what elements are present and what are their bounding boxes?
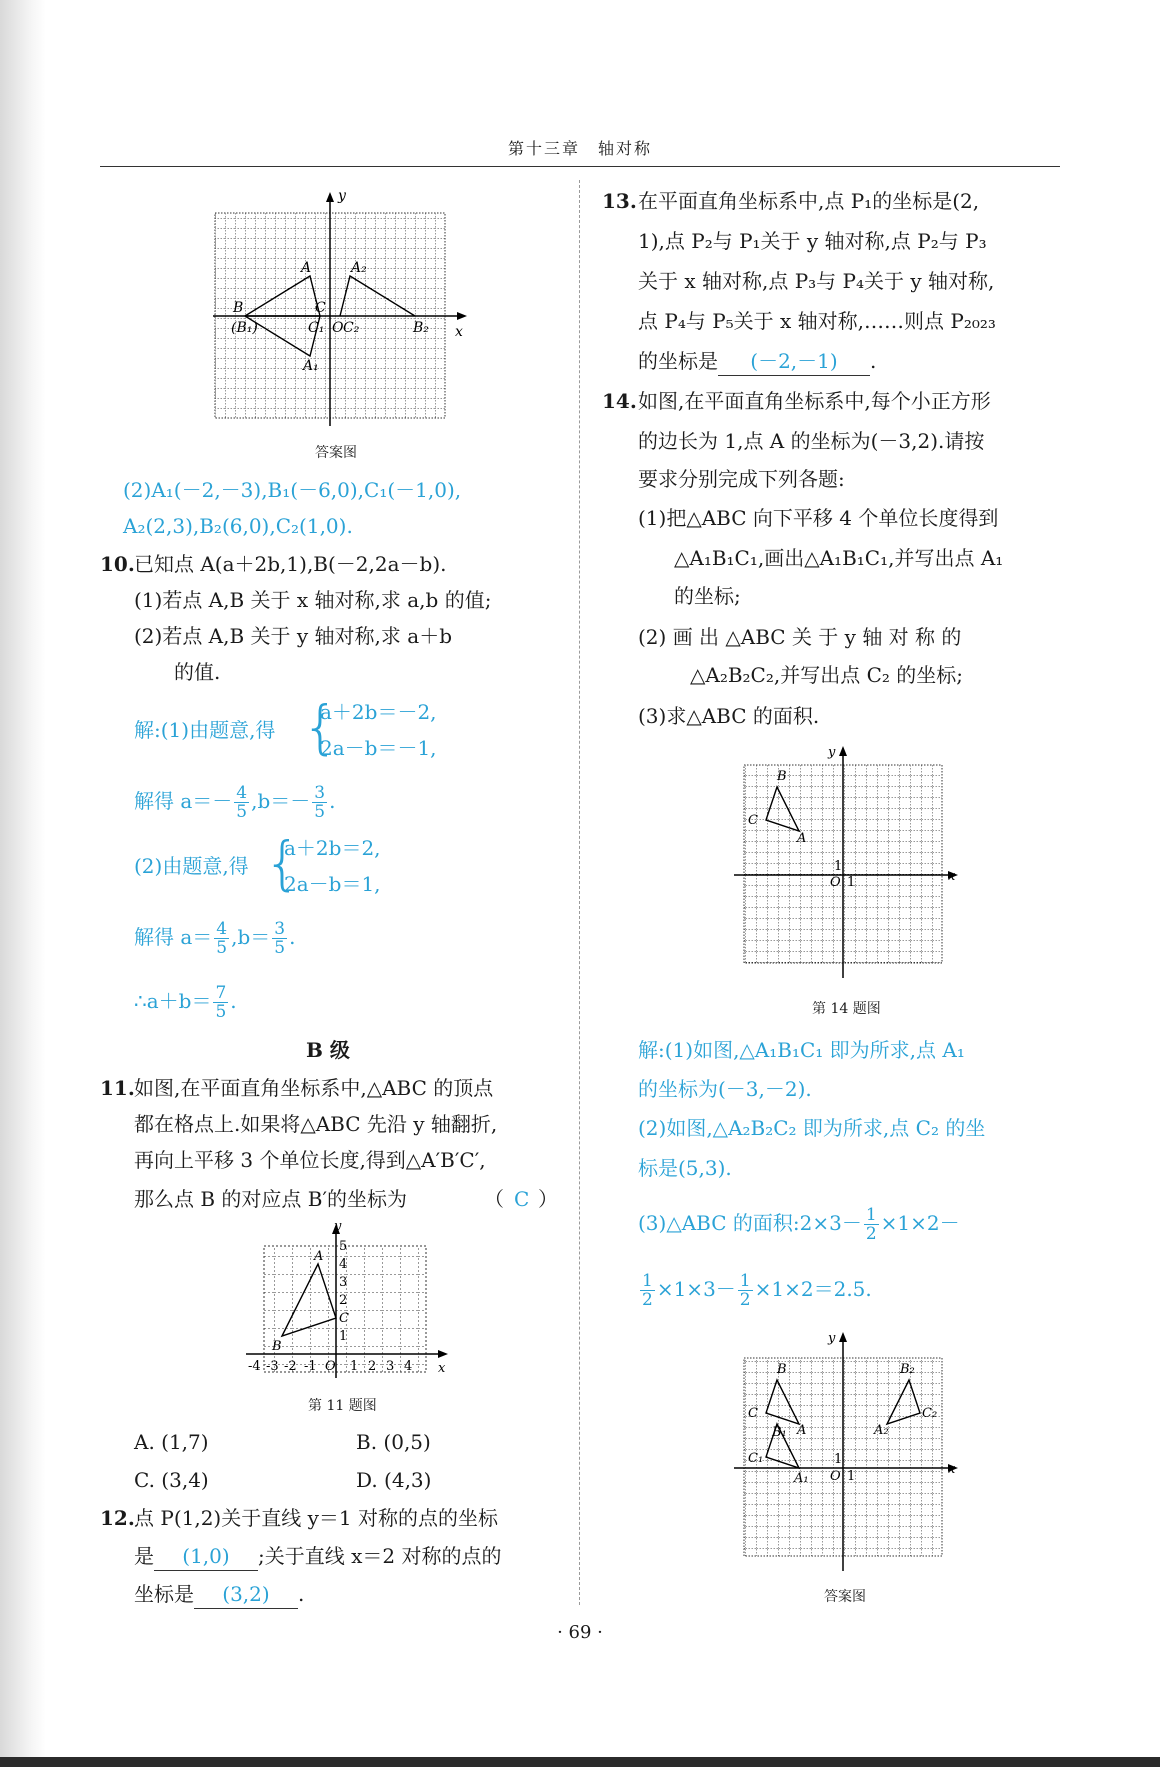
xtick-neg2: -2: [284, 1359, 297, 1374]
label-B1: (B₁): [231, 320, 258, 336]
q12-blank2: (3,2): [194, 1580, 298, 1609]
q10-solution2-eq1: a＋2b＝2,: [284, 836, 381, 860]
q14-answer-figure-caption: 答案图: [824, 1589, 866, 1605]
q10-part1: (1)若点 A,B 关于 x 轴对称,求 a,b 的值;: [134, 588, 492, 612]
q14-part3: (3)求△ABC 的面积.: [638, 704, 820, 728]
page-edge-shadow: [0, 0, 46, 1767]
q11-paren-close: ）: [538, 1187, 558, 1211]
xtick-2: 2: [368, 1359, 377, 1374]
label-y: y: [338, 188, 346, 204]
ytick-4: 4: [339, 1257, 348, 1272]
page-number: · 69 ·: [557, 1622, 603, 1643]
label-A1: A₁: [303, 358, 319, 374]
xtick-neg3: -3: [266, 1359, 279, 1374]
fraction-half-3: $\frac{1}{2}$: [739, 1271, 751, 1310]
q14-figure: [734, 742, 964, 982]
label-one-y: 1: [834, 859, 843, 874]
label-A: A: [797, 831, 807, 846]
q14-figure-caption: 第 14 题图: [812, 1001, 881, 1017]
q13-line5: 的坐标是 (－2,－1) .: [638, 347, 876, 376]
label-A: A: [797, 1423, 807, 1438]
label-O: O: [332, 320, 344, 336]
q14-solution1-line1: 解:(1)如图,△A₁B₁C₁ 即为所求,点 A₁: [638, 1038, 965, 1062]
q10-result1: 解得 a＝－ $\frac{4}{5}$ ,b＝－ $\frac{3}{5}$ .: [134, 783, 336, 822]
label-x: x: [948, 869, 956, 884]
q9-figure-caption: 答案图: [315, 445, 357, 461]
q14-line2: 的边长为 1,点 A 的坐标为(－3,2).请按: [638, 429, 985, 453]
q13-blank: (－2,－1): [718, 347, 870, 376]
q13-line3: 关于 x 轴对称,点 P₃与 P₄关于 y 轴对称,: [638, 269, 995, 293]
q10-solution1-eq1: a＋2b＝－2,: [320, 700, 437, 724]
q10-brace1: {: [302, 693, 339, 761]
q14-solution3-line2: $\frac{1}{2}$ ×1×3－ $\frac{1}{2}$ ×1×2＝2.5.: [642, 1271, 872, 1310]
label-x: x: [948, 1462, 956, 1477]
q10-brace2: {: [264, 829, 301, 897]
q11-number: 11.: [100, 1076, 135, 1100]
q14-line3: 要求分别完成下列各题:: [638, 467, 845, 491]
bottom-bar: [0, 1757, 1160, 1767]
ytick-3: 3: [339, 1275, 348, 1290]
label-C1: C₁: [308, 320, 325, 336]
label-B: B: [777, 1362, 787, 1377]
q10-part2-cont: 的值.: [174, 660, 221, 684]
q14-number: 14.: [602, 389, 637, 413]
label-C1: C₁: [748, 1451, 764, 1466]
q12-line2: 是 (1,0) ;关于直线 x＝2 对称的点的: [134, 1542, 501, 1571]
q13-line1: 在平面直角坐标系中,点 P₁的坐标是(2,: [638, 189, 980, 213]
q13-number: 13.: [602, 189, 637, 213]
label-one-y: 1: [834, 1452, 843, 1467]
q14-line1: 如图,在平面直角坐标系中,每个小正方形: [638, 389, 991, 413]
q11-line3: 再向上平移 3 个单位长度,得到△A′B′C′,: [134, 1148, 486, 1172]
q11-paren-open: （: [484, 1187, 504, 1211]
q14-solution3-line1: (3)△ABC 的面积:2×3－ $\frac{1}{2}$ ×1×2－: [638, 1205, 960, 1244]
label-A2: A₂: [874, 1423, 889, 1438]
q12-blank1: (1,0): [154, 1542, 258, 1571]
fraction-b2: $\frac{3}{5}$: [274, 919, 286, 958]
ytick-1: 1: [339, 1329, 348, 1344]
q12-number: 12.: [100, 1506, 135, 1530]
q10-stem: 已知点 A(a＋2b,1),B(－2,2a－b).: [134, 552, 447, 576]
xtick-3: 3: [386, 1359, 395, 1374]
q12-line3: 坐标是 (3,2) .: [134, 1580, 304, 1609]
ytick-2: 2: [339, 1293, 348, 1308]
q10-sum: ∴a＋b＝ $\frac{7}{5}$ .: [134, 983, 237, 1022]
fraction-b: $\frac{3}{5}$: [314, 783, 326, 822]
label-one-x: 1: [847, 875, 856, 890]
q10-solution2-prefix: (2)由题意,得: [134, 854, 249, 878]
q9-answer-figure: [205, 188, 475, 428]
q14-part2-line1: (2) 画 出 △ABC 关 于 y 轴 对 称 的: [638, 625, 962, 649]
q14-part1-line3: 的坐标;: [674, 584, 741, 608]
q10-part2: (2)若点 A,B 关于 y 轴对称,求 a＋b: [134, 624, 452, 648]
ytick-5: 5: [339, 1239, 348, 1254]
q11-line1: 如图,在平面直角坐标系中,△ABC 的顶点: [134, 1076, 494, 1100]
q14-part2-line2: △A₂B₂C₂,并写出点 C₂ 的坐标;: [690, 663, 964, 687]
label-x: x: [438, 1361, 446, 1376]
label-B2: B₂: [413, 320, 429, 336]
q14-solution2-line1: (2)如图,△A₂B₂C₂ 即为所求,点 C₂ 的坐: [638, 1116, 986, 1140]
xtick-1: 1: [350, 1359, 359, 1374]
q14-solution1-line2: 的坐标为(－3,－2).: [638, 1077, 812, 1101]
q14-part1-line2: △A₁B₁C₁,画出△A₁B₁C₁,并写出点 A₁: [674, 546, 1004, 570]
fraction-a: $\frac{4}{5}$: [236, 783, 248, 822]
xtick-neg1: -1: [304, 1359, 317, 1374]
q11-option-d: D. (4,3): [356, 1468, 432, 1492]
q10-result1-prefix: 解得 a＝－: [134, 789, 233, 813]
label-C: C: [339, 1311, 349, 1326]
xtick-4: 4: [404, 1359, 413, 1374]
q10-number: 10.: [100, 552, 135, 576]
q11-option-b: B. (0,5): [356, 1430, 431, 1454]
fraction-sum: $\frac{7}{5}$: [215, 983, 227, 1022]
label-O: O: [325, 1359, 336, 1374]
q11-figure-caption: 第 11 题图: [308, 1398, 377, 1414]
label-A: A: [301, 260, 312, 276]
label-x: x: [455, 324, 463, 340]
label-B2: B₂: [900, 1362, 915, 1377]
label-C: C: [748, 1406, 758, 1421]
label-A: A: [314, 1249, 324, 1264]
label-y: y: [334, 1220, 342, 1234]
column-divider: [579, 180, 580, 1605]
label-O: O: [830, 875, 841, 890]
fraction-a2: $\frac{4}{5}$: [216, 919, 228, 958]
q10-result2: 解得 a＝ $\frac{4}{5}$ ,b＝ $\frac{3}{5}$ .: [134, 919, 296, 958]
q9-answer-line2: A₂(2,3),B₂(6,0),C₂(1,0).: [123, 514, 353, 538]
fraction-half-2: $\frac{1}{2}$: [642, 1271, 653, 1310]
label-A2: A₂: [351, 260, 367, 276]
q14-part1-line1: (1)把△ABC 向下平移 4 个单位长度得到: [638, 506, 999, 530]
q11-line4: 那么点 B 的对应点 B′的坐标为: [134, 1187, 408, 1211]
level-b-heading: B 级: [306, 1038, 350, 1062]
q10-result1-mid: ,b＝－: [251, 789, 311, 813]
label-one-x: 1: [847, 1469, 856, 1484]
q10-solution2-eq2: 2a－b＝1,: [284, 872, 381, 896]
q11-option-a: A. (1,7): [134, 1430, 209, 1454]
header-rule: [100, 166, 1060, 167]
label-B: B: [272, 1339, 282, 1354]
q9-answer-line1: (2)A₁(－2,－3),B₁(－6,0),C₁(－1,0),: [123, 478, 462, 502]
fraction-half-1: $\frac{1}{2}$: [865, 1205, 877, 1244]
chapter-header: 第十三章 轴对称: [507, 139, 652, 158]
q13-line2: 1),点 P₂与 P₁关于 y 轴对称,点 P₂与 P₃: [638, 229, 987, 253]
label-B1: B₁: [772, 1425, 787, 1440]
label-O: O: [830, 1469, 841, 1484]
q13-line4: 点 P₄与 P₅关于 x 轴对称,……则点 P₂₀₂₃: [638, 309, 996, 333]
label-C2: C₂: [343, 320, 360, 336]
label-B: B: [233, 300, 244, 316]
label-C: C: [748, 813, 758, 828]
q14-solution2-line2: 标是(5,3).: [638, 1156, 732, 1180]
label-C: C: [315, 300, 326, 316]
q10-solution1-eq2: 2a－b＝－1,: [320, 736, 437, 760]
q11-figure: [238, 1220, 458, 1380]
q11-answer: C: [514, 1187, 530, 1211]
xtick-neg4: -4: [248, 1359, 261, 1374]
q12-line1: 点 P(1,2)关于直线 y＝1 对称的点的坐标: [134, 1506, 498, 1530]
q14-answer-figure: [734, 1328, 964, 1573]
label-C2: C₂: [922, 1406, 938, 1421]
q10-solution1-prefix: 解:(1)由题意,得: [134, 718, 276, 742]
label-y: y: [828, 1331, 836, 1346]
q11-line2: 都在格点上.如果将△ABC 先沿 y 轴翻折,: [134, 1112, 498, 1136]
label-A1: A₁: [794, 1471, 809, 1486]
label-y: y: [828, 745, 836, 760]
q11-option-c: C. (3,4): [134, 1468, 209, 1492]
label-B: B: [777, 769, 787, 784]
